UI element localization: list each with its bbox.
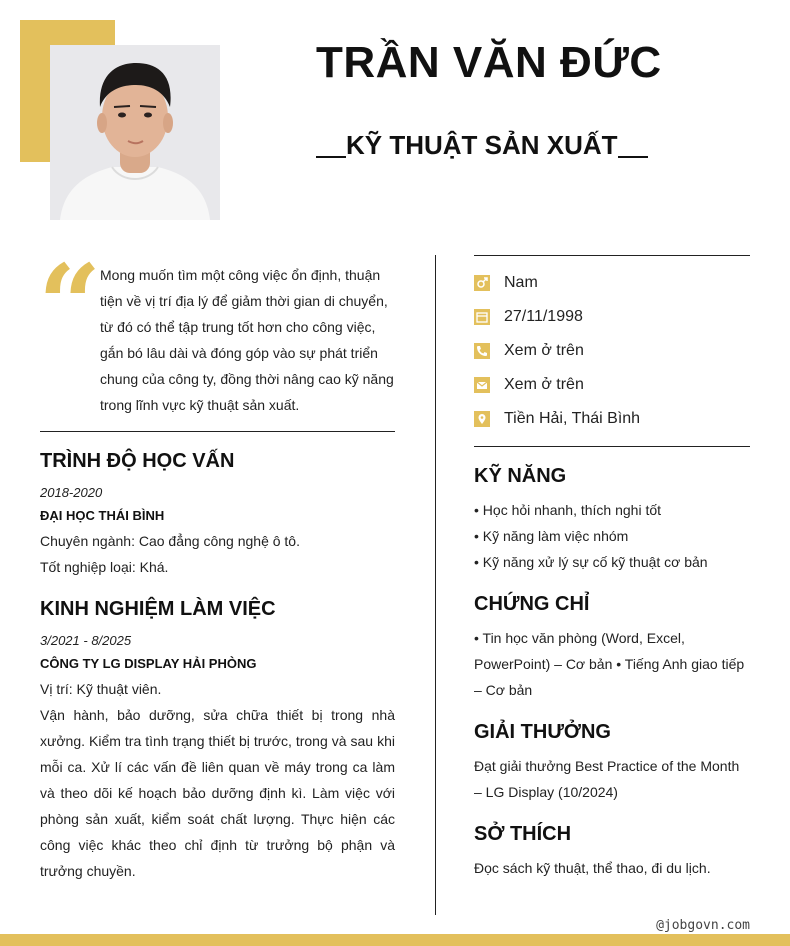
location-pin-icon [474, 411, 490, 427]
education-period: 2018-2020 [40, 485, 103, 500]
contact-email [474, 376, 584, 394]
career-objective: Mong muốn tìm một công việc ổn định, thuận tiện về vị trí địa lý để giảm thời gian di chuyển, từ đó có thể tập trung tốt hơn cho công việc, gắn bó lâu dài và đóng góp vào sự phát triển chung của công ty, đồng thời nâng cao kỹ năng trong lĩnh vực kỹ thuật sản xuất. [100, 267, 394, 413]
mail-icon [474, 377, 490, 393]
contact-phone [474, 342, 584, 360]
awards-text: Đạt giải thưởng Best Practice of the Month – LG Display (10/2024) [474, 758, 740, 800]
education-grade: Tốt nghiệp loại: Khá. [40, 559, 169, 575]
certificates-title: CHỨNG CHỈ [474, 593, 590, 615]
divider-left [40, 431, 395, 432]
phone-icon [474, 343, 490, 359]
experience-period: 3/2021 - 8/2025 [40, 633, 132, 648]
contact-gender [474, 274, 538, 292]
title-underline-left [316, 156, 346, 158]
job-title [316, 130, 648, 161]
skill-item: • Kỹ năng làm việc nhóm [474, 528, 629, 544]
gender-value: Nam [504, 274, 538, 291]
experience-company: CÔNG TY LG DISPLAY HẢI PHÒNG [40, 656, 257, 671]
awards-title: GIẢI THƯỞNG [474, 721, 611, 743]
experience-description: Vận hành, bảo dưỡng, sửa chữa thiết bị trong nhà xưởng. Kiểm tra tình trạng thiết bị trước, trong và sau khi mỗi ca. Xử lí các vấn đề liên quan về máy trong ca làm và theo dõi kế hoạch bảo dưỡng định kì. Làm việc với phòng sản xuất, kiểm soát chất lượng. Thực hiện các công việc khác theo chỉ định từ trưởng bộ phận và trưởng chuyền. [40, 707, 395, 879]
calendar-icon [474, 309, 490, 325]
candidate-name: TRẦN VĂN ĐỨC [316, 38, 662, 87]
divider-right-contact [474, 446, 750, 447]
education-major: Chuyên ngành: Cao đẳng công nghệ ô tô. [40, 533, 300, 549]
hobbies-text: Đọc sách kỹ thuật, thể thao, đi du lịch. [474, 860, 711, 876]
skills-list [474, 497, 754, 575]
birthday-value: 27/11/1998 [504, 308, 583, 325]
quote-icon: “ [38, 240, 102, 369]
experience-title: KINH NGHIỆM LÀM VIỆC [40, 598, 276, 620]
column-divider [435, 255, 436, 915]
hobbies-title: SỞ THÍCH [474, 823, 572, 845]
skill-item: • Học hỏi nhanh, thích nghi tốt [474, 502, 662, 518]
address-value: Tiền Hải, Thái Bình [504, 410, 641, 427]
contact-address [474, 410, 640, 428]
experience-position: Vị trí: Kỹ thuật viên. [40, 681, 162, 697]
phone-value: Xem ở trên [504, 342, 584, 359]
watermark: @jobgovn.com [656, 918, 750, 933]
divider-right-top [474, 255, 750, 256]
job-title-text: KỸ THUẬT SẢN XUẤT [346, 130, 618, 160]
skills-title: KỸ NĂNG [474, 465, 567, 487]
education-school: ĐẠI HỌC THÁI BÌNH [40, 508, 165, 523]
contact-birthday [474, 308, 583, 326]
email-value: Xem ở trên [504, 376, 584, 393]
certificates-text: • Tin học văn phòng (Word, Excel, PowerPoint) – Cơ bản • Tiếng Anh giao tiếp – Cơ bản [474, 630, 745, 698]
title-underline-right [618, 156, 648, 158]
footer-bar [0, 934, 790, 946]
skill-item: • Kỹ năng xử lý sự cố kỹ thuật cơ bản [474, 554, 708, 570]
education-title: TRÌNH ĐỘ HỌC VẤN [40, 450, 235, 472]
profile-photo [50, 45, 220, 220]
gender-icon [474, 275, 490, 291]
